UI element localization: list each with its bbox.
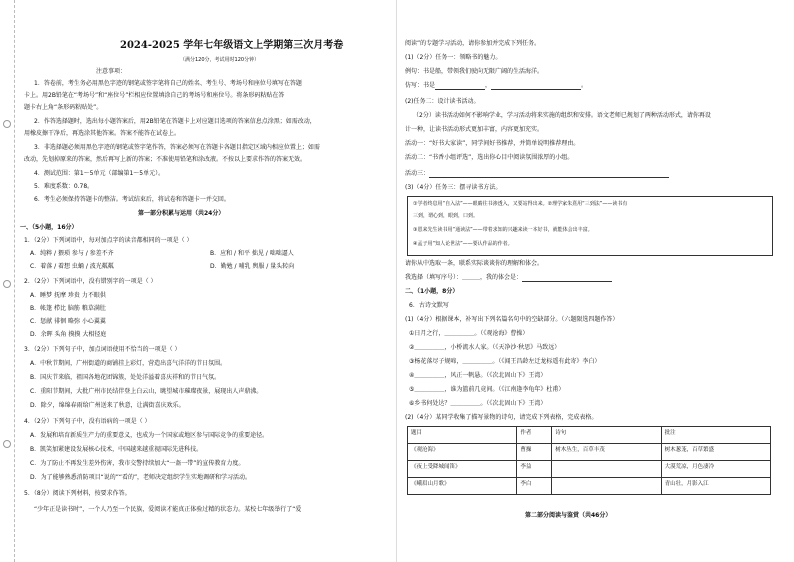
table-cell: 青山壮，月影入江 bbox=[661, 478, 770, 495]
choice-line bbox=[405, 274, 612, 282]
fill-line: 仿写：书是 ， 。 bbox=[405, 82, 588, 89]
option: A．睡梦 抚摩 珍贵 力不眼供 bbox=[30, 292, 106, 299]
option: B．凯笑加紧建设发展核心技术，中国越来越重视国际先进科技。 bbox=[30, 446, 203, 453]
table-header: 作者 bbox=[517, 427, 552, 444]
example-sentence: 例句：书是船，带领我们驶向无限广阔的生活海洋。 bbox=[405, 68, 544, 75]
table-cell: 《峨眉山月歌》 bbox=[408, 478, 517, 495]
notes-heading: 注意事项： bbox=[96, 68, 127, 75]
task-1: (1)（2分）任务一：领略书的魅力。 bbox=[405, 54, 502, 61]
answer-blank[interactable] bbox=[491, 83, 581, 90]
question-5: 5．（8分）阅读下列材料，按要求作答。 bbox=[24, 490, 131, 497]
option: B．应和 / 和平 拙见 / 咄咄逼人 bbox=[210, 250, 294, 257]
note-text: 3．非选择题必须用黑色字迹的钢笔或签字笔作答，答案必须写在答题卡各题目指定区域内相应位置上；如需 bbox=[34, 144, 320, 151]
exam-subtitle: （满分120分，考试用时120分钟） bbox=[180, 57, 260, 63]
hole-icon bbox=[3, 440, 11, 448]
prompt-label: 活动三： bbox=[405, 170, 430, 177]
option: B．帐篷 栉比 脑筋 粮草满肚 bbox=[30, 305, 106, 312]
option: D．除夕，绵绵春雨给广州送来了秋意，让满街喜庆欢乐。 bbox=[30, 402, 185, 409]
table-row bbox=[408, 461, 771, 478]
text-line: （2分）读书活动如何不影响学业，学习活动将来实施的组织和安排。语文老师已规划了两种活动形式，请你再设 bbox=[413, 112, 711, 119]
option: A．发展和培育新质生产力的重要意义，也成为一个国家或地区参与国际竞争的重要途径。 bbox=[30, 432, 269, 439]
option: C．着落 / 着想 虫蛹 / 波光粼粼 bbox=[30, 263, 114, 270]
prompt-label: 我选择（填写序号）：＿＿＿，我的体会是： bbox=[405, 274, 523, 281]
table-cell: 李白 bbox=[517, 478, 552, 495]
note-text: 卡上。用2B铅笔在“考场号”和“座位号”栏相应位置填涂自己的考场号和座位号。将条形码粘贴在答 bbox=[24, 92, 285, 99]
note-text: 2．作答选择题时，选出每小题答案后，用2B铅笔在答题卡上对应题目选项的答案信息点涂黑；如需改动， bbox=[34, 118, 316, 125]
section2-heading: 二、（1小题，8分） bbox=[405, 288, 459, 295]
question-5-text: “少年正是读书时”，一个人乃至一个民族，爱阅读才能真正体验过精的状态力。某校七年级举行了“爱 bbox=[34, 506, 302, 513]
table-header: 题目 bbox=[408, 427, 517, 444]
right-page bbox=[397, 0, 794, 562]
table-cell: 李益 bbox=[517, 461, 552, 478]
note-text: 改动，先划掉原来的答案，然后再写上新的答案；不准使用铅笔和涂改液。不按以上要求作答的答案无效。 bbox=[24, 156, 307, 163]
poem-line: ③杨花落尽子规啼，＿＿＿＿＿。（《闻王昌龄左迁龙标遥有此寄》李白） bbox=[409, 358, 601, 365]
question-2: 2．（2分）下列词语中，没有错别字的一项是（ ） bbox=[24, 278, 157, 285]
option: D．余晖 头角 摸摸 大相径庭 bbox=[30, 331, 107, 338]
hole-icon bbox=[3, 120, 11, 128]
answer-blank[interactable] bbox=[429, 171, 669, 178]
part2-heading: 第二部分阅读与鉴赏（共46分） bbox=[525, 512, 612, 519]
option: D．勤勉 / 哺乳 舆服 / 量头转向 bbox=[210, 263, 295, 270]
exam-title: 2024-2025 学年七年级语文上学期第三次月考卷 bbox=[120, 40, 344, 51]
poem-line: ②＿＿＿＿＿，小桥流水人家。（《天净沙·秋思》马致远） bbox=[409, 344, 561, 351]
activity-1: 活动一：“好书大家读”，同学间好书推荐，并简单说明推荐理由。 bbox=[405, 140, 580, 147]
section1-heading: 一、（5小题，16分） bbox=[20, 224, 78, 231]
activity-3 bbox=[405, 170, 669, 178]
poem-line: ④＿＿＿＿＿，风正一帆悬。（《次北固山下》王湾） bbox=[409, 372, 547, 379]
note-text: 题卡右上角“条形码粘贴处”。 bbox=[24, 104, 103, 111]
box-text: ③恩来先生读书用“通读法”——带着求知的兴趣来读一本好书，就能体会出丰富。 bbox=[413, 227, 593, 233]
table-row bbox=[408, 478, 771, 495]
option: A．中秋节期间，广州街道的商铺挂上彩灯，营造出喜气洋洋的节日氛围。 bbox=[30, 360, 227, 367]
table-cell-blank[interactable] bbox=[552, 461, 661, 478]
table-row bbox=[408, 444, 771, 461]
table-cell: 大漠荒凉，月色凄冷 bbox=[661, 461, 770, 478]
note-text: 4．测试范围：第1～5单元（部编第1～5单元）。 bbox=[34, 170, 165, 177]
note-text: 5．难度系数：0.78。 bbox=[34, 183, 94, 190]
table-cell: 树木丛生，百草丰茂 bbox=[552, 444, 661, 461]
table-cell: 树木葱茏，百草繁盛 bbox=[661, 444, 770, 461]
box-text: ④孟子用“知人论世法”——要认作品的作者。 bbox=[413, 241, 513, 247]
text-line: 阅读”的专题学习活动，请你参加并完成下列任务。 bbox=[405, 40, 541, 47]
box-text: 三到，谓心到，眼到，口到。 bbox=[413, 213, 479, 219]
question-1: 1．（2分）下列词语中，每对加点字的读音都相同的一项是（ ） bbox=[24, 237, 193, 244]
poem-line: ⑤＿＿＿＿＿，谁为篮前几竟间。（《江南逢李龟年》杜甫） bbox=[409, 386, 565, 393]
note-text: 1．答卷前，考生务必用黑色字迹的钢笔或签字笔将自己的姓名、考生号、考场号和座位号填写在答题 bbox=[34, 80, 302, 87]
question-4: 4．（2分）下列句子中，没有语病的一项是（ ） bbox=[24, 418, 151, 425]
task-3: (3)（4分）任务三：摆寻读书方法。 bbox=[405, 184, 502, 191]
poem-line: ⑥乡书何处达？＿＿＿＿＿。（《次北固山下》王湾） bbox=[409, 400, 547, 407]
text-line: 请你从中选取一条，联系实际谈谈你的理解和体会。 bbox=[405, 260, 544, 267]
poem-table bbox=[407, 426, 771, 495]
activity-2: 活动二：“书香小组评选”，选出你心目中阅读氛围浓厚的小组。 bbox=[405, 154, 574, 161]
option: B．国庆节来临，祖国各地花团锦簇，处处洋溢着喜庆祥和的节日气氛。 bbox=[30, 374, 221, 381]
task-2: (2)任务二：设计读书活动。 bbox=[405, 98, 480, 105]
answer-blank[interactable] bbox=[435, 83, 485, 90]
note-text: 用橡皮擦干净后，再选涂其他答案。答案不能答在试卷上。 bbox=[24, 130, 181, 137]
subquestion-2: (2)（4分）某同学收集了描写景物的诗句，请完成下列表格，完成表格。 bbox=[405, 414, 598, 421]
part1-heading: 第一部分积累与运用（共24分） bbox=[138, 210, 225, 217]
table-header-row bbox=[408, 427, 771, 444]
table-header: 批注 bbox=[661, 427, 770, 444]
subquestion-1: (1)（4分）根据课本，补写出下列名篇名句中的空缺部分。（六题限选四题作答） bbox=[405, 316, 619, 323]
hole-icon bbox=[3, 280, 11, 288]
note-text: 6．考生必须保持答题卡的整洁。考试结束后，将试卷和答题卡一并交回。 bbox=[34, 196, 230, 203]
text-line: 计一种，让读书活动形式更加丰富，内容更加充实。 bbox=[405, 126, 544, 133]
table-header: 诗句 bbox=[552, 427, 661, 444]
binding-gutter bbox=[0, 0, 15, 562]
answer-blank[interactable] bbox=[522, 275, 612, 282]
poem-line: ①日月之行，＿＿＿＿＿。（《观沧海》曹操） bbox=[409, 330, 529, 337]
question-3: 3．（2分）下列句子中，加点词语使用不恰当的一项是（ ） bbox=[24, 346, 181, 353]
table-cell: 曹操 bbox=[517, 444, 552, 461]
option: A．纯粹 / 猥琐 参与 / 参差不齐 bbox=[30, 250, 114, 257]
table-cell-blank[interactable] bbox=[552, 478, 661, 495]
prompt-label: 仿写：书是 bbox=[405, 82, 436, 89]
option: C．惩献 徘徊 略弥 小心翼翼 bbox=[30, 318, 106, 325]
option: D．为了能够熟悉消防项目“说的”“看的”，老师决定组织学生实地调研和学习活动。 bbox=[30, 474, 252, 481]
table-cell: 《夜上受降城闻笛》 bbox=[408, 461, 517, 478]
question-6: 6．古诗文默写 bbox=[409, 302, 449, 309]
option: C．重阳节期间，大批广州市民结伴登上白云山，眺望城市璀璨夜景，展现出人声鼎沸。 bbox=[30, 388, 263, 395]
option: C．为了防止不再发生差外伤害，我市交警持续加大“一盔一带”的宣传教育力度。 bbox=[30, 460, 245, 467]
box-text: ①学者终息用“自入法”——眼睛往书渗透入，又要站得出来。②理学家朱熹用“三到法”——读书有 bbox=[413, 201, 628, 207]
table-cell: 《观沧海》 bbox=[408, 444, 517, 461]
